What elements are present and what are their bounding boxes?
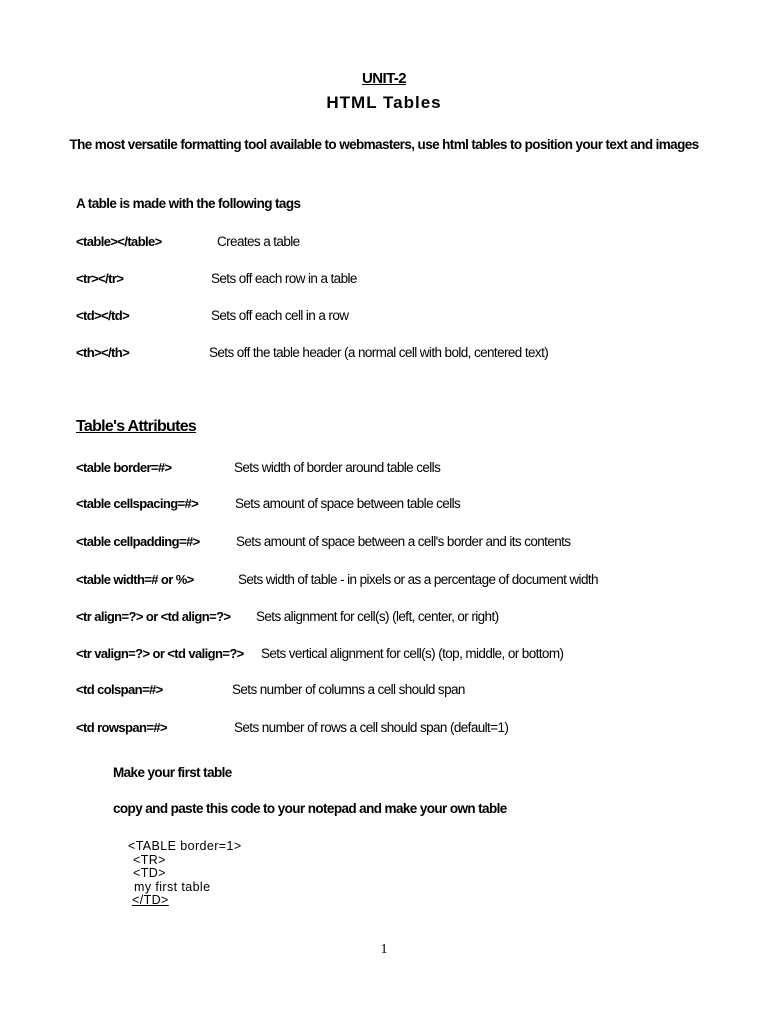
first-table-instruction: copy and paste this code to your notepad and make your own table (113, 801, 507, 816)
tag-description: Creates a table (217, 234, 300, 249)
attribute-description: Sets number of columns a cell should span (232, 682, 465, 697)
tag-description: Sets off the table header (a normal cell with bold, centered text) (209, 345, 549, 360)
attribute-name: <table border=#> (76, 460, 172, 475)
attribute-name: <td rowspan=#> (76, 720, 167, 735)
tag-name: <table></table> (76, 234, 162, 249)
attribute-description: Sets number of rows a cell should span (default=1) (234, 720, 509, 735)
attribute-name: <table width=# or %> (76, 572, 194, 587)
attribute-name: <table cellspacing=#> (76, 496, 199, 511)
tag-description: Sets off each cell in a row (211, 308, 349, 323)
attribute-name: <tr align=?> or <td align=?> (76, 609, 231, 624)
attribute-name: <table cellpadding=#> (76, 534, 200, 549)
intro-paragraph: The most versatile formatting tool available to webmasters, use html tables to position your text and images (69, 137, 699, 152)
attribute-description: Sets width of table - in pixels or as a percentage of document width (238, 572, 598, 587)
code-line: <TD> (133, 866, 166, 880)
attribute-description: Sets vertical alignment for cell(s) (top, middle, or bottom) (261, 646, 564, 661)
tag-name: <tr></tr> (76, 271, 124, 286)
attribute-description: Sets amount of space between table cells (235, 496, 461, 511)
attributes-heading: Table's Attributes (76, 418, 197, 435)
unit-label: UNIT-2 (362, 70, 406, 87)
tags-lead: A table is made with the following tags (76, 196, 301, 211)
first-table-heading: Make your first table (113, 765, 232, 780)
tag-name: <td></td> (76, 308, 130, 323)
page-number: 1 (380, 942, 388, 957)
attribute-description: Sets width of border around table cells (234, 460, 441, 475)
attribute-description: Sets alignment for cell(s) (left, center, or right) (256, 609, 499, 624)
attribute-name: <td colspan=#> (76, 682, 163, 697)
page-title: HTML Tables (326, 93, 442, 112)
attribute-description: Sets amount of space between a cell's border and its contents (236, 534, 571, 549)
tag-name: <th></th> (76, 345, 130, 360)
code-line: <TABLE border=1> (128, 839, 242, 853)
code-line: <TR> (133, 853, 166, 867)
tag-description: Sets off each row in a table (211, 271, 357, 286)
code-line: my first table (134, 880, 211, 894)
attribute-name: <tr valign=?> or <td valign=?> (76, 646, 244, 661)
code-line: </TD> (132, 893, 169, 907)
